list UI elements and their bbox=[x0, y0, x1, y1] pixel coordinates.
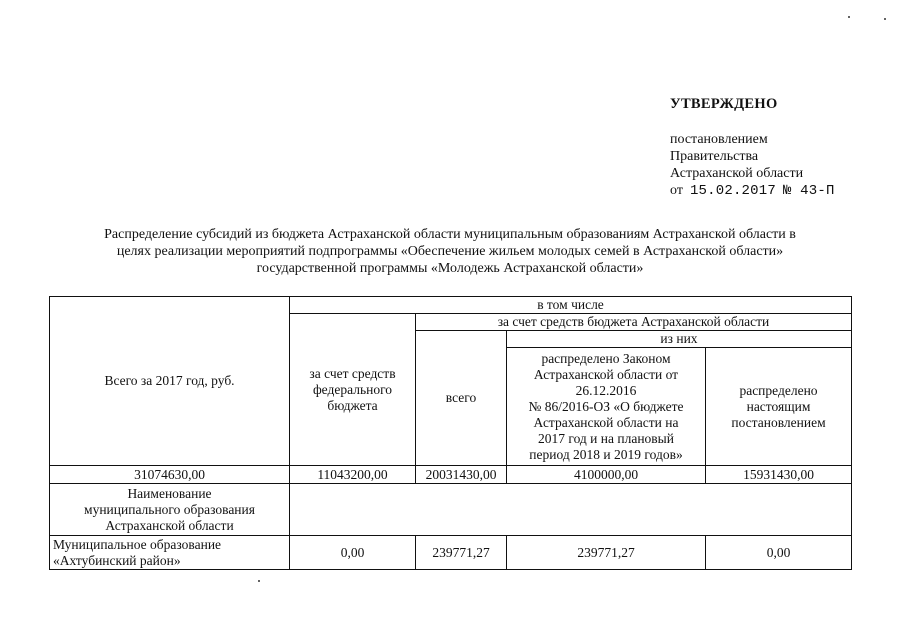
subsidy-table bbox=[49, 296, 852, 570]
header-by-law: распределено Законом Астраханской области от 26.12.2016 № 86/2016-ОЗ «О бюджете Астраханской области на 2017 год и на плановый период 2018 и 2019 годов» bbox=[507, 348, 706, 466]
municipality-header-row bbox=[50, 484, 852, 536]
approval-line: Астраханской области bbox=[670, 166, 804, 181]
approval-date: 15.02.2017 bbox=[689, 183, 776, 199]
scan-speck bbox=[848, 16, 850, 18]
approval-heading: УТВЕРЖДЕНО bbox=[670, 96, 778, 112]
title-line: государственной программы «Молодежь Астраханской области» bbox=[256, 261, 644, 276]
approval-line: постановлением bbox=[670, 132, 768, 147]
header-total: Всего за 2017 год, руб. bbox=[50, 297, 290, 466]
municipality-header: Наименование муниципального образования Астраханской области bbox=[50, 484, 290, 536]
header-including: в том числе bbox=[290, 297, 852, 314]
scan-speck bbox=[258, 580, 260, 582]
document-title bbox=[40, 226, 860, 277]
header-of-which: из них bbox=[507, 331, 852, 348]
municipality-header-empty bbox=[290, 484, 852, 536]
title-line: целях реализации мероприятий подпрограммы «Обеспечение жильем молодых семей в Астраханской области» bbox=[116, 244, 784, 259]
federal-value: 11043200,00 bbox=[290, 466, 416, 484]
by-resolution-value: 15931430,00 bbox=[706, 466, 852, 484]
row-by-law: 239771,27 bbox=[507, 536, 706, 570]
approval-from-label: от bbox=[670, 183, 683, 198]
totals-row bbox=[50, 466, 852, 484]
title-line: Распределение субсидий из бюджета Астраханской области муниципальным образованиям Астраханской области в bbox=[104, 227, 796, 242]
approval-number: № 43-П bbox=[782, 183, 835, 199]
scan-speck bbox=[884, 18, 886, 20]
header-regional: за счет средств бюджета Астраханской области bbox=[416, 314, 852, 331]
total-value: 31074630,00 bbox=[50, 466, 290, 484]
table-row bbox=[50, 536, 852, 570]
row-by-resolution: 0,00 bbox=[706, 536, 852, 570]
approval-line: Правительства bbox=[670, 149, 759, 164]
approval-block bbox=[670, 96, 835, 200]
header-all: всего bbox=[416, 331, 507, 466]
row-name: Муниципальное образование «Ахтубинский район» bbox=[50, 536, 290, 570]
by-law-value: 4100000,00 bbox=[507, 466, 706, 484]
approval-date-line bbox=[670, 182, 835, 200]
row-all: 239771,27 bbox=[416, 536, 507, 570]
all-value: 20031430,00 bbox=[416, 466, 507, 484]
header-federal: за счет средств федерального бюджета bbox=[290, 314, 416, 466]
row-federal: 0,00 bbox=[290, 536, 416, 570]
header-by-resolution: распределено настоящим постановлением bbox=[706, 348, 852, 466]
